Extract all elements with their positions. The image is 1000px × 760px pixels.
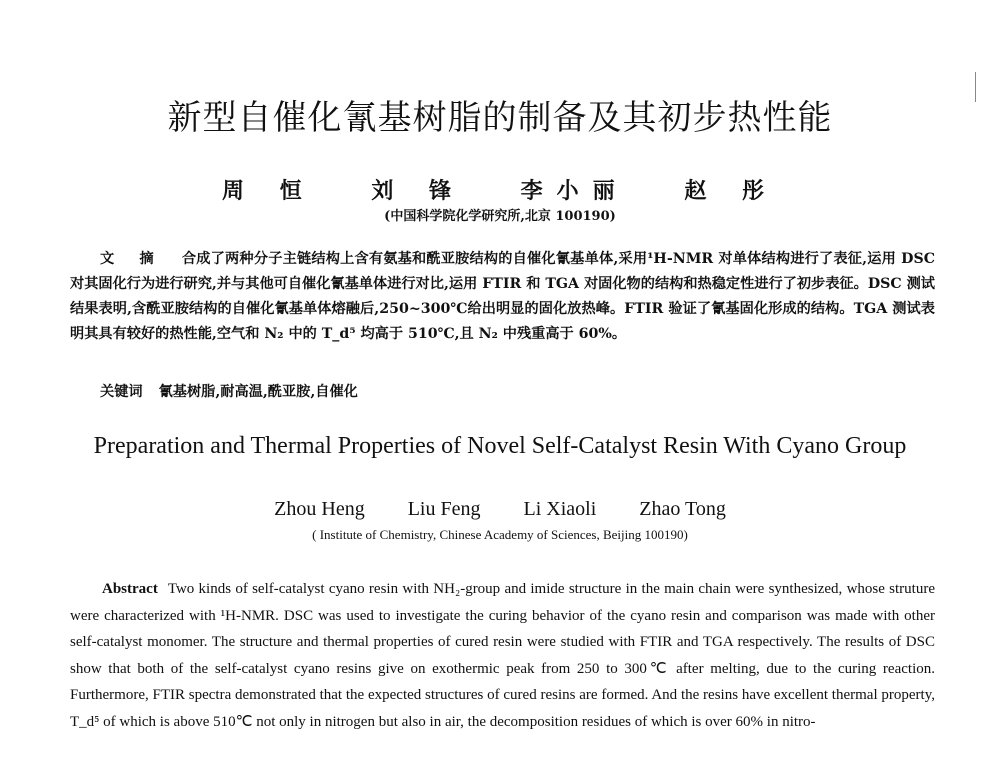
author-cn: 赵 彤 (684, 178, 779, 204)
affiliation-cn: (中国科学院化学研究所,北京 100190) (384, 209, 616, 224)
abstract-cn-label: 文 摘 (100, 251, 164, 267)
authors-en (0, 498, 1000, 521)
author-en: Zhou Heng (274, 498, 365, 520)
title-cn: 新型自催化氰基树脂的制备及其初步热性能 (167, 98, 833, 138)
affiliation-en: ( Institute of Chemistry, Chinese Academy of Sciences, Beijing 100190) (312, 527, 688, 542)
authors-cn (0, 174, 1000, 205)
abstract-cn-text: 合成了两种分子主链结构上含有氨基和酰亚胺结构的自催化氰基单体,采用¹H-NMR 对单体结构进行了表征,运用 DSC 对其固化行为进行研究,并与其他可自催化氰基单体进行对比,运用 FTIR 和 TGA 对固化物的结构和热稳定性进行了初步表征。DSC 测试结果表明,含酰亚胺结构的自催化氰基单体熔融后,250~300℃给出明显的固化放热峰。FTIR 验证了氰基固化形成的结构。TGA 测试表明其具有较好的热性能,空气和 N₂ 中的 T_d⁵ 均高于 510℃,且 N₂ 中残重高于 60%。 (70, 251, 935, 342)
keywords-cn-label: 关键词 (100, 384, 143, 400)
abstract-en-text: Two kinds of self-catalyst cyano resin with NH₂-group and imide structure in the main chain were synthesized, whose struture were characterized with ¹H-NMR. DSC was used to investigate the curing behavior of the cyano resin and comparison was made with other self-catalyst monomer. The structure and thermal properties of cured resin were studied with FTIR and TGA respectively. The results of DSC show that both of the self-catalyst cyano resins give on exothermic peak from 250 to 300℃ after melting, due to the curing reaction. Furthermore, FTIR spectra demonstrated that the expected structures of cured resins are formed. And the resins have excellent thermal property, T_d⁵ of which is above 510℃ not only in nitrogen but also in air, the decomposition residues of which is over 60% in nitro- (70, 581, 935, 730)
author-cn: 刘 锋 (371, 178, 465, 204)
abstract-cn (70, 247, 935, 347)
author-en: Li Xiaoli (523, 498, 597, 520)
author-cn: 周 恒 (221, 178, 316, 204)
author-en: Liu Feng (407, 498, 481, 520)
keywords-cn-text: 氰基树脂,耐高温,酰亚胺,自催化 (158, 384, 358, 400)
author-cn: 李小丽 (520, 178, 629, 204)
abstract-en (70, 576, 935, 735)
abstract-en-label: Abstract (102, 581, 158, 597)
title-en: Preparation and Thermal Properties of Novel Self-Catalyst Resin With Cyano Group (93, 433, 907, 459)
keywords-cn (100, 381, 935, 401)
author-en: Zhao Tong (639, 498, 726, 520)
